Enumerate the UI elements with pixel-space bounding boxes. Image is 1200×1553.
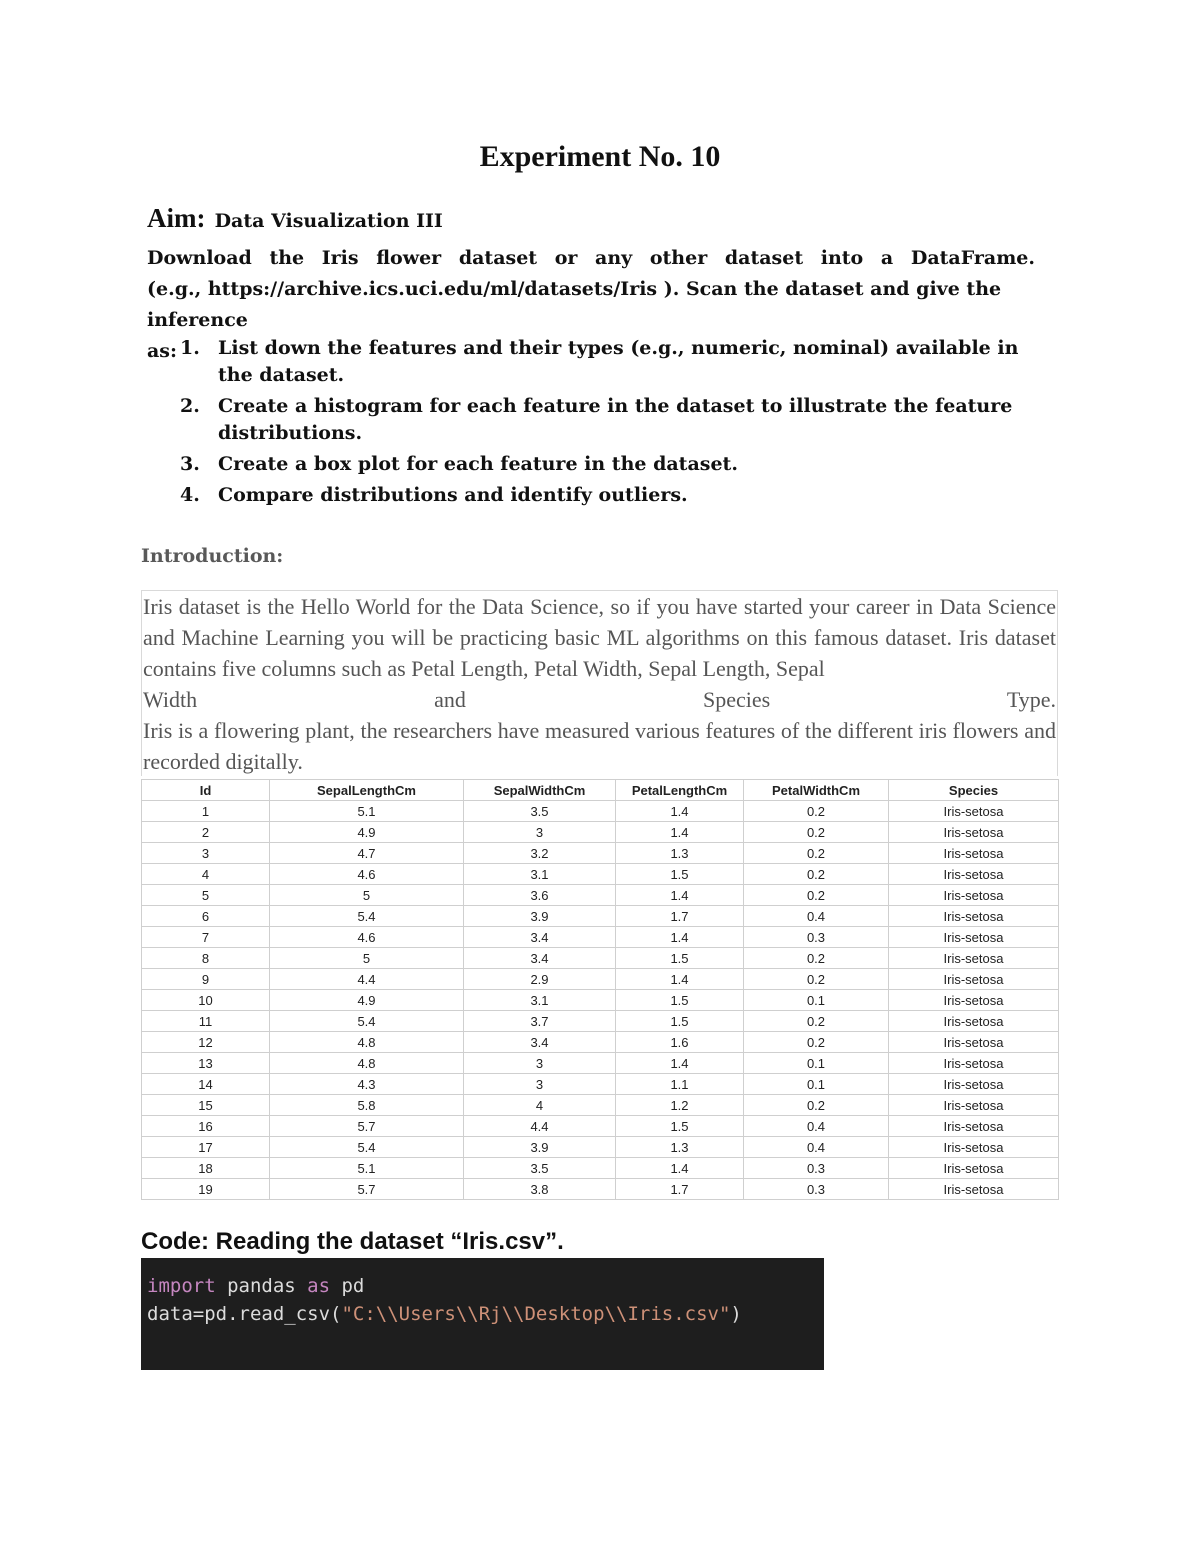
table-cell: Iris-setosa <box>889 1032 1059 1053</box>
table-cell: 5.8 <box>270 1095 464 1116</box>
table-cell: 0.4 <box>744 1116 889 1137</box>
step-number: 3. <box>180 453 200 475</box>
column-header-sepal-width: SepalWidthCm <box>464 780 616 801</box>
table-cell: 0.3 <box>744 1179 889 1200</box>
table-cell: 9 <box>142 969 270 990</box>
table-cell: 4.4 <box>464 1116 616 1137</box>
code-string-path: "C:\\Users\\Rj\\Desktop\\Iris.csv" <box>341 1303 731 1325</box>
step-text: Compare distributions and identify outliers. <box>218 484 688 506</box>
table-cell: 0.2 <box>744 801 889 822</box>
table-cell: 1.6 <box>616 1032 744 1053</box>
table-cell: 1 <box>142 801 270 822</box>
table-cell: 0.4 <box>744 1137 889 1158</box>
table-cell: 0.4 <box>744 906 889 927</box>
table-row <box>142 906 1059 927</box>
step-number: 1. <box>180 337 200 359</box>
table-cell: Iris-setosa <box>889 948 1059 969</box>
table-cell: 0.2 <box>744 885 889 906</box>
introduction-heading: Introduction: <box>141 545 284 567</box>
table-cell: 3.4 <box>464 948 616 969</box>
table-cell: 0.2 <box>744 864 889 885</box>
table-cell: 4.6 <box>270 927 464 948</box>
introduction-paragraph-1-end: Width and Species Type. <box>143 687 1056 712</box>
document-title: Experiment No. 10 <box>479 140 721 173</box>
code-text: data=pd.read_csv( <box>147 1303 342 1325</box>
table-row <box>142 843 1059 864</box>
table-row <box>142 927 1059 948</box>
table-cell: Iris-setosa <box>889 1053 1059 1074</box>
table-cell: 1.5 <box>616 990 744 1011</box>
table-cell: 4.7 <box>270 843 464 864</box>
table-cell: 3.4 <box>464 1032 616 1053</box>
table-cell: 16 <box>142 1116 270 1137</box>
table-row <box>142 1032 1059 1053</box>
table-row <box>142 990 1059 1011</box>
table-cell: 1.2 <box>616 1095 744 1116</box>
table-cell: 1.4 <box>616 927 744 948</box>
introduction-paragraph-2: Iris is a flowering plant, the researchers have measured various features of the different iris flowers and recorded digitally. <box>143 718 1056 774</box>
table-cell: 3.1 <box>464 990 616 1011</box>
table-cell: 5.1 <box>270 801 464 822</box>
code-heading: Code: Reading the dataset “Iris.csv”. <box>141 1228 564 1255</box>
table-row <box>142 1116 1059 1137</box>
table-cell: 1.4 <box>616 969 744 990</box>
table-cell: 3.7 <box>464 1011 616 1032</box>
table-cell: 3.5 <box>464 1158 616 1179</box>
table-cell: 18 <box>142 1158 270 1179</box>
step-number: 4. <box>180 484 200 506</box>
table-cell: 3.2 <box>464 843 616 864</box>
table-cell: 2.9 <box>464 969 616 990</box>
table-cell: 10 <box>142 990 270 1011</box>
code-line-2 <box>147 1300 818 1328</box>
table-cell: 12 <box>142 1032 270 1053</box>
table-cell: Iris-setosa <box>889 969 1059 990</box>
iris-data-table <box>141 779 1059 1200</box>
table-cell: Iris-setosa <box>889 1011 1059 1032</box>
table-cell: 1.3 <box>616 843 744 864</box>
code-keyword-as: as <box>307 1275 331 1297</box>
table-row <box>142 1074 1059 1095</box>
code-line-1 <box>147 1272 818 1300</box>
table-cell: 4.8 <box>270 1053 464 1074</box>
table-cell: 1.7 <box>616 1179 744 1200</box>
table-cell: 0.2 <box>744 1011 889 1032</box>
table-row <box>142 1053 1059 1074</box>
table-cell: 0.1 <box>744 990 889 1011</box>
table-row <box>142 969 1059 990</box>
table-cell: 0.2 <box>744 948 889 969</box>
step-item <box>180 482 1030 509</box>
table-cell: 3.1 <box>464 864 616 885</box>
table-cell: 1.4 <box>616 822 744 843</box>
task-line-1: Download the Iris flower dataset or any other dataset into a DataFrame. <box>147 247 1035 269</box>
table-cell: 1.5 <box>616 1011 744 1032</box>
table-row <box>142 948 1059 969</box>
table-cell: 1.4 <box>616 885 744 906</box>
table-cell: 4.9 <box>270 990 464 1011</box>
table-cell: Iris-setosa <box>889 1116 1059 1137</box>
table-cell: 1.4 <box>616 1053 744 1074</box>
table-cell: 1.3 <box>616 1137 744 1158</box>
column-header-sepal-length: SepalLengthCm <box>270 780 464 801</box>
table-cell: 3.5 <box>464 801 616 822</box>
table-cell: 3 <box>142 843 270 864</box>
table-cell: 13 <box>142 1053 270 1074</box>
table-cell: 5.4 <box>270 906 464 927</box>
step-text: Create a histogram for each feature in the dataset to illustrate the feature distributions. <box>218 395 1013 444</box>
table-cell: Iris-setosa <box>889 822 1059 843</box>
table-cell: 1.4 <box>616 801 744 822</box>
table-cell: 4.6 <box>270 864 464 885</box>
table-cell: 5.4 <box>270 1137 464 1158</box>
table-header-row <box>142 780 1059 801</box>
table-cell: 0.1 <box>744 1074 889 1095</box>
table-cell: 5 <box>270 885 464 906</box>
table-cell: 1.5 <box>616 948 744 969</box>
code-block <box>141 1258 824 1370</box>
table-row <box>142 1137 1059 1158</box>
table-cell: Iris-setosa <box>889 906 1059 927</box>
table-cell: 3 <box>464 822 616 843</box>
table-cell: 0.2 <box>744 843 889 864</box>
table-cell: 2 <box>142 822 270 843</box>
column-header-petal-length: PetalLengthCm <box>616 780 744 801</box>
table-row <box>142 885 1059 906</box>
table-cell: Iris-setosa <box>889 927 1059 948</box>
step-number: 2. <box>180 395 200 417</box>
table-cell: 3.6 <box>464 885 616 906</box>
table-cell: 4.9 <box>270 822 464 843</box>
table-row <box>142 801 1059 822</box>
table-cell: 15 <box>142 1095 270 1116</box>
table-cell: 3 <box>464 1074 616 1095</box>
table-cell: 5.7 <box>270 1116 464 1137</box>
step-item <box>180 393 1030 447</box>
table-cell: Iris-setosa <box>889 801 1059 822</box>
table-cell: 6 <box>142 906 270 927</box>
table-cell: Iris-setosa <box>889 1137 1059 1158</box>
step-item <box>180 335 1030 389</box>
table-cell: 7 <box>142 927 270 948</box>
task-line-2: (e.g., https://archive.ics.uci.edu/ml/datasets/Iris ). Scan the dataset and give the inference <box>147 278 1002 331</box>
table-cell: Iris-setosa <box>889 990 1059 1011</box>
table-cell: Iris-setosa <box>889 1179 1059 1200</box>
table-cell: Iris-setosa <box>889 1095 1059 1116</box>
table-cell: 3 <box>464 1053 616 1074</box>
table-cell: 4.8 <box>270 1032 464 1053</box>
table-cell: Iris-setosa <box>889 885 1059 906</box>
table-cell: 0.3 <box>744 927 889 948</box>
step-text: List down the features and their types (e.g., numeric, nominal) available in the dataset. <box>218 337 1019 386</box>
table-row <box>142 864 1059 885</box>
table-cell: 8 <box>142 948 270 969</box>
table-cell: 3.9 <box>464 906 616 927</box>
table-cell: 5 <box>270 948 464 969</box>
table-cell: Iris-setosa <box>889 864 1059 885</box>
table-cell: 1.5 <box>616 1116 744 1137</box>
step-item <box>180 451 1030 478</box>
aim-label: Aim: <box>147 203 206 233</box>
code-text: pd <box>330 1275 365 1297</box>
steps-list <box>180 335 1030 513</box>
code-text: ) <box>730 1303 742 1325</box>
table-cell: Iris-setosa <box>889 843 1059 864</box>
table-row <box>142 1158 1059 1179</box>
table-cell: 1.1 <box>616 1074 744 1095</box>
table-cell: Iris-setosa <box>889 1074 1059 1095</box>
table-row <box>142 1011 1059 1032</box>
code-text: pandas <box>215 1275 308 1297</box>
table-cell: 1.5 <box>616 864 744 885</box>
table-cell: 0.2 <box>744 969 889 990</box>
code-keyword-import: import <box>147 1275 216 1297</box>
table-cell: 4.3 <box>270 1074 464 1095</box>
introduction-box <box>141 590 1058 776</box>
table-cell: 1.7 <box>616 906 744 927</box>
introduction-paragraph-1: Iris dataset is the Hello World for the Data Science, so if you have started your career in Data Science and Machine Learning you will be practicing basic ML algorithms on this famous dataset. Iris dataset contains five columns such as Petal Length, Petal Width, Sepal Length, Sepal <box>143 594 1056 681</box>
table-cell: 0.2 <box>744 1032 889 1053</box>
table-row <box>142 1179 1059 1200</box>
table-cell: 3.9 <box>464 1137 616 1158</box>
table-cell: 4 <box>464 1095 616 1116</box>
column-header-id: Id <box>142 780 270 801</box>
column-header-petal-width: PetalWidthCm <box>744 780 889 801</box>
table-cell: 17 <box>142 1137 270 1158</box>
table-cell: 5.1 <box>270 1158 464 1179</box>
table-cell: 14 <box>142 1074 270 1095</box>
table-cell: 0.3 <box>744 1158 889 1179</box>
column-header-species: Species <box>889 780 1059 801</box>
table-cell: 0.2 <box>744 822 889 843</box>
table-cell: Iris-setosa <box>889 1158 1059 1179</box>
task-line-3: as: <box>147 340 178 362</box>
aim-text: Data Visualization III <box>214 210 443 232</box>
table-cell: 11 <box>142 1011 270 1032</box>
table-cell: 3.8 <box>464 1179 616 1200</box>
table-cell: 3.4 <box>464 927 616 948</box>
iris-table-image <box>141 779 1058 1200</box>
table-cell: 5 <box>142 885 270 906</box>
table-cell: 5.4 <box>270 1011 464 1032</box>
aim-line <box>147 203 443 234</box>
step-text: Create a box plot for each feature in the dataset. <box>218 453 738 475</box>
table-cell: 1.4 <box>616 1158 744 1179</box>
table-cell: 0.1 <box>744 1053 889 1074</box>
table-row <box>142 822 1059 843</box>
table-cell: 0.2 <box>744 1095 889 1116</box>
table-cell: 19 <box>142 1179 270 1200</box>
table-cell: 5.7 <box>270 1179 464 1200</box>
table-cell: 4 <box>142 864 270 885</box>
table-cell: 4.4 <box>270 969 464 990</box>
table-row <box>142 1095 1059 1116</box>
